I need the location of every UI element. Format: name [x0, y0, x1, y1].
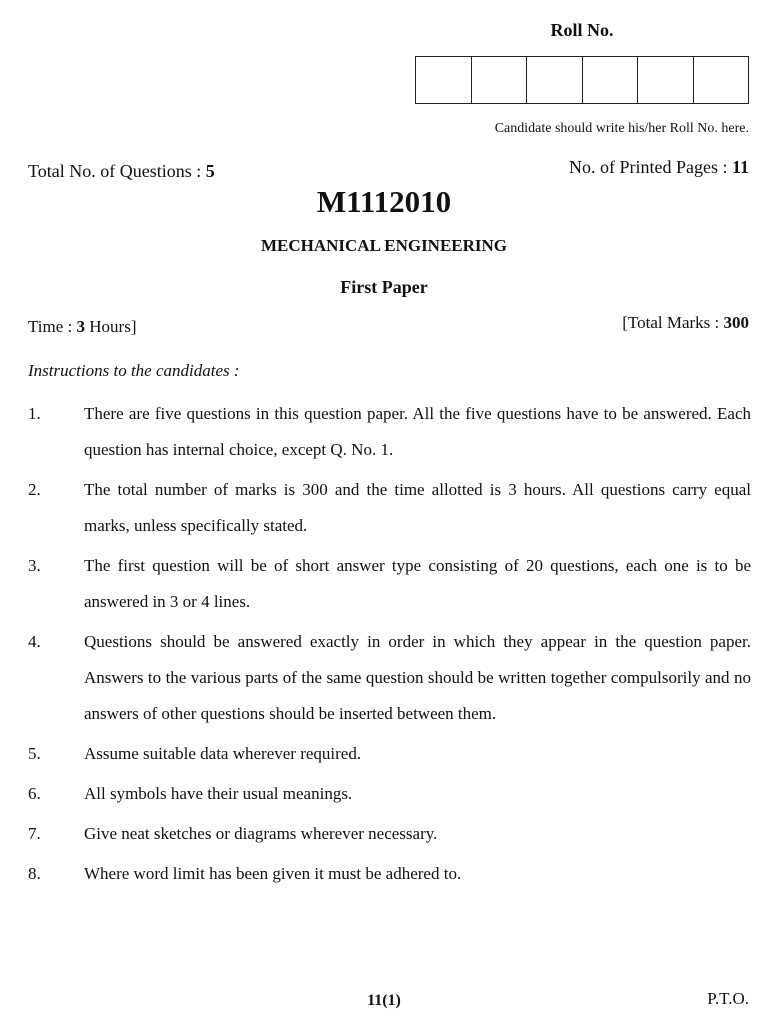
- instruction-number: 5.: [28, 744, 41, 763]
- instruction-item: [28, 472, 751, 544]
- instruction-number: 8.: [28, 864, 41, 883]
- instruction-number: 3.: [28, 556, 41, 575]
- instruction-number: 7.: [28, 824, 41, 843]
- total-questions-label: Total No. of Questions :: [28, 161, 206, 181]
- instruction-text: The total number of marks is 300 and the time allotted is 3 hours. All questions carry equal marks, unless specifically stated.: [84, 480, 751, 535]
- instruction-item: [28, 816, 751, 852]
- roll-number-box[interactable]: [527, 57, 583, 103]
- roll-number-box[interactable]: [694, 57, 749, 103]
- marks-value: 300: [723, 313, 749, 332]
- instruction-item: [28, 624, 751, 732]
- instructions-heading: Instructions to the candidates :: [28, 361, 240, 380]
- roll-number-box[interactable]: [472, 57, 528, 103]
- roll-number-label: Roll No.: [550, 20, 614, 40]
- instruction-item: [28, 396, 751, 468]
- printed-pages-label: No. of Printed Pages :: [569, 157, 732, 177]
- instruction-number: 4.: [28, 632, 41, 651]
- paper-name: First Paper: [340, 277, 428, 297]
- roll-number-box[interactable]: [638, 57, 694, 103]
- instruction-text: Where word limit has been given it must be adhered to.: [84, 864, 462, 883]
- instruction-item: [28, 548, 751, 620]
- instruction-text: There are five questions in this question paper. All the five questions have to be answered. Each question has internal choice, except Q. No. 1.: [84, 404, 751, 459]
- marks-label: [Total Marks :: [622, 313, 724, 332]
- time-label: Time :: [28, 317, 77, 336]
- printed-pages-value: 11: [731, 157, 749, 177]
- instruction-item: [28, 736, 751, 772]
- instruction-text: All symbols have their usual meanings.: [84, 784, 353, 803]
- instruction-number: 1.: [28, 404, 41, 423]
- instructions-list: [28, 396, 751, 896]
- total-marks: [622, 313, 749, 333]
- instruction-text: Questions should be answered exactly in order in which they appear in the question paper. Answers to the various parts of the same question should be written together compulsorily and no answers of other questions should be inserted between them.: [84, 632, 751, 723]
- roll-number-box[interactable]: [583, 57, 639, 103]
- instruction-text: The first question will be of short answer type consisting of 20 questions, each one is to be answered in 3 or 4 lines.: [84, 556, 751, 611]
- instruction-text: Give neat sketches or diagrams wherever necessary.: [84, 824, 438, 843]
- instruction-item: [28, 776, 751, 812]
- instruction-number: 6.: [28, 784, 41, 803]
- roll-number-note: Candidate should write his/her Roll No. here.: [494, 121, 749, 136]
- printed-pages: [569, 157, 749, 178]
- subject-title: MECHANICAL ENGINEERING: [260, 236, 508, 255]
- time-suffix: Hours]: [85, 317, 137, 336]
- total-questions-value: 5: [205, 161, 215, 181]
- roll-number-box[interactable]: [416, 57, 472, 103]
- total-questions: [28, 161, 215, 182]
- time-allowed: [28, 317, 136, 337]
- instruction-number: 2.: [28, 480, 41, 499]
- instruction-text: Assume suitable data wherever required.: [84, 744, 362, 763]
- instruction-item: [28, 856, 751, 892]
- pto-label: P.T.O.: [707, 989, 749, 1008]
- paper-code: M1112010: [316, 184, 452, 219]
- time-value: 3: [76, 317, 86, 336]
- roll-number-boxes: [415, 56, 749, 104]
- page-code: 11(1): [367, 992, 401, 1009]
